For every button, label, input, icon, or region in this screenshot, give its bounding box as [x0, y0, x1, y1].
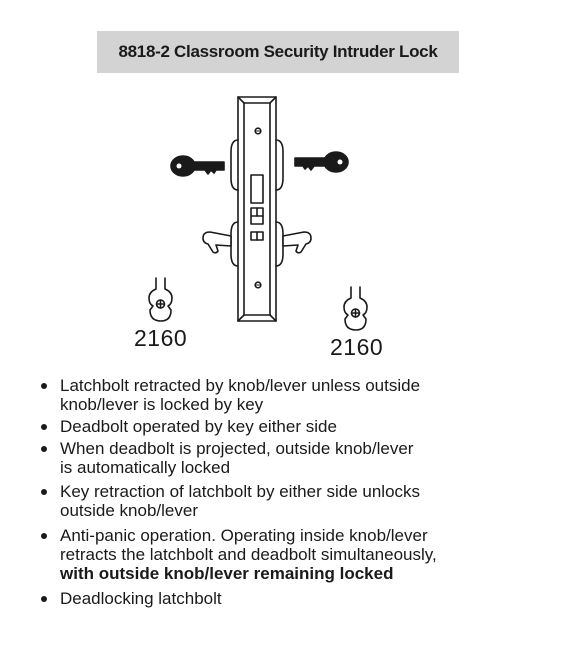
feature-bold-text: with outside knob/lever remaining locked: [60, 564, 394, 583]
list-item: [38, 376, 538, 414]
list-item: [38, 417, 538, 436]
feature-text: Anti-panic operation. Operating inside knob/lever: [60, 526, 428, 545]
left-cylinder-label: 2160: [134, 325, 188, 351]
feature-text: retracts the latchbolt and deadbolt simultaneously,: [60, 545, 437, 564]
feature-text: outside knob/lever: [60, 501, 198, 520]
page-title: 8818-2 Classroom Security Intruder Lock: [118, 42, 438, 61]
feature-text: Key retraction of latchbolt by either side unlocks: [60, 482, 421, 501]
list-item: [38, 526, 538, 583]
lever-handle-icon: [283, 232, 311, 253]
key-icon: [171, 156, 224, 176]
key-icon: [295, 152, 348, 172]
feature-list: [38, 376, 538, 608]
feature-text: Latchbolt retracted by knob/lever unless outside: [60, 376, 421, 395]
feature-text: Deadlocking latchbolt: [60, 589, 222, 608]
list-item: [38, 482, 538, 520]
cylinder-icon: [149, 278, 172, 321]
list-item: [38, 439, 538, 477]
feature-text: Deadbolt operated by key either side: [60, 417, 337, 436]
lever-handle-icon: [203, 232, 231, 253]
feature-text: knob/lever is locked by key: [60, 395, 264, 414]
cylinder-icon: [344, 287, 367, 330]
list-item: [38, 589, 538, 608]
mortise-lock-body-icon: [231, 97, 283, 321]
right-cylinder-label: 2160: [330, 334, 384, 360]
feature-text: When deadbolt is projected, outside knob/lever: [60, 439, 414, 458]
feature-text: is automatically locked: [60, 458, 231, 477]
